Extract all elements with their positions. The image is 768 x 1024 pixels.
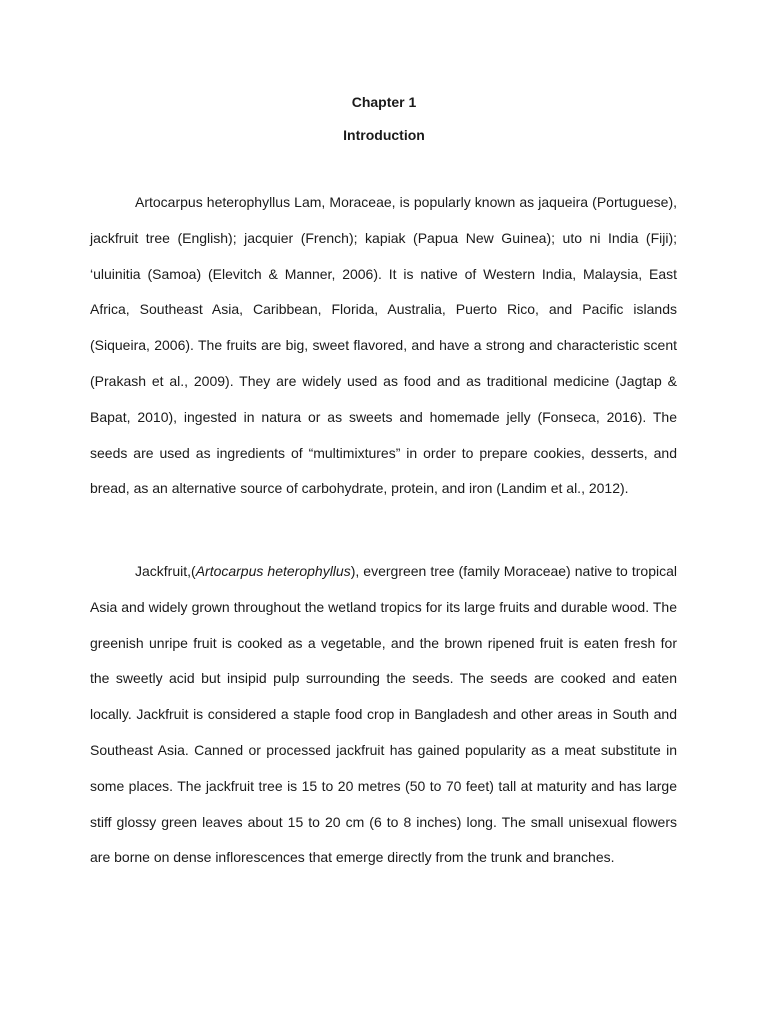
body-paragraph-1: Artocarpus heterophyllus Lam, Moraceae, is popularly known as jaqueira (Portuguese), jackfruit tree (English); jacquier (French); kapiak (Papua New Guinea); uto ni India (Fiji); ‘uluinitia (Samoa) (Elevitch & Manner, 2006). It is native of Western India, Malaysia, East Africa, Southeast Asia, Caribbean, Florida, Australia, Puerto Rico, and Pacific islands (Siqueira, 2006). The fruits are big, sweet flavored, and have a strong and characteristic scent (Prakash et al., 2009). They are widely used as food and as traditional medicine (Jagtap & Bapat, 2010), ingested in natura or as sweets and homemade jelly (Fonseca, 2016). The seeds are used as ingredients of “multimixtures” in order to prepare cookies, desserts, and bread, as an alternative source of carbohydrate, protein, and iron (Landim et al., 2012).: [90, 194, 677, 497]
body-paragraph-2: [90, 554, 677, 876]
chapter-label: Chapter 1: [351, 94, 417, 110]
section-title: Introduction: [343, 127, 425, 143]
paragraph-2-lead: Jackfruit,(: [135, 563, 196, 579]
paragraph-2-rest: ), evergreen tree (family Moraceae) native to tropical Asia and widely grown throughout the wetland tropics for its large fruits and durable wood. The greenish unripe fruit is cooked as a vegetable, and the brown ripened fruit is eaten fresh for the sweetly acid but insipid pulp surrounding the seeds. The seeds are cooked and eaten locally. Jackfruit is considered a staple food crop in Bangladesh and other areas in South and Southeast Asia. Canned or processed jackfruit has gained popularity as a meat substitute in some places. The jackfruit tree is 15 to 20 metres (50 to 70 feet) tall at maturity and has large stiff glossy green leaves about 15 to 20 cm (6 to 8 inches) long. The small unisexual flowers are borne on dense inflorescences that emerge directly from the trunk and branches.: [90, 563, 677, 866]
paragraph-2-italic-term: Artocarpus heterophyllus: [195, 563, 351, 579]
